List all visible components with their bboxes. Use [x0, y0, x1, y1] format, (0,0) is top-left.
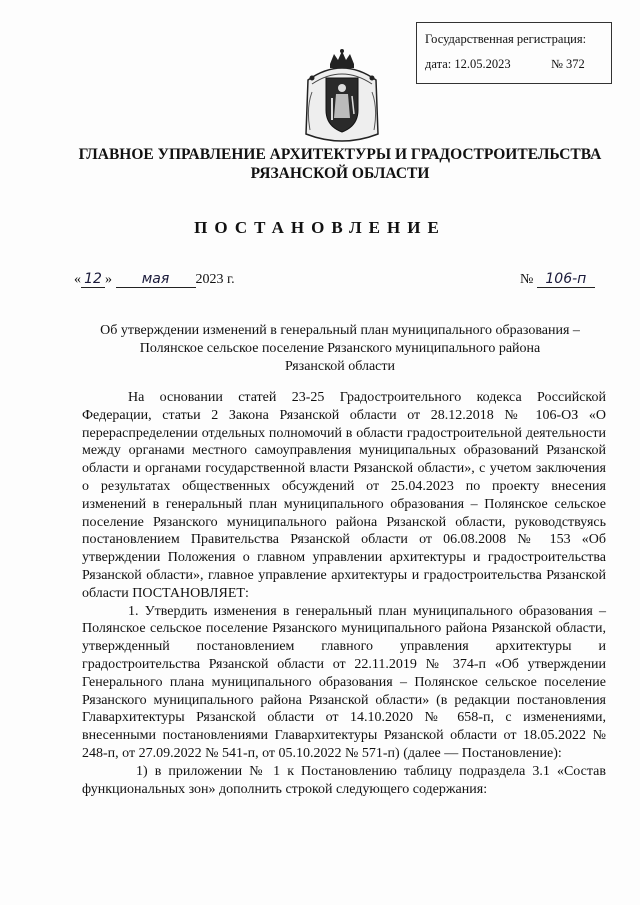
date-day: 12 — [81, 271, 105, 288]
registration-number: № 372 — [551, 57, 585, 71]
paragraph-subitem-1: 1) в приложении № 1 к Постановлению таблицу подраздела 3.1 «Состав функциональных зон» дополнить строкой следующего содержания: — [82, 763, 606, 797]
document-subject — [60, 322, 620, 376]
document-body — [82, 389, 606, 798]
date-close-quote: » — [105, 272, 112, 287]
date-month: мая — [116, 271, 196, 288]
subject-line-2: Полянское сельское поселение Рязанского муниципального района — [139, 341, 541, 356]
organization-line-2: РЯЗАНСКОЙ ОБЛАСТИ — [250, 165, 430, 182]
paragraph-item-1: 1. Утвердить изменения в генеральный план муниципального образования – Полянское сельское поселение Рязанского муниципального района Рязанской области, утвержденный постановлением главного управления архитектуры и градостроительства Рязанской области от 22.11.2019 № 374-п «Об утверждении Генерального плана муниципального образования – Полянское сельское поселение Рязанского муниципального района Рязанской области» (в редакции постановления Главархитектуры Рязанской области от 14.10.2020 № 658-п, с изменениями, внесенными постановлениями Главархитектуры Рязанской области от 18.05.2022 № 248-п, от 27.09.2022 № 541-п, от 05.10.2022 № 571-п) (далее — Постановление): — [82, 603, 606, 761]
document-number — [520, 271, 595, 288]
paragraph-preamble: На основании статей 23-25 Градостроительного кодекса Российской Федерации, статьи 2 Закона Рязанской области от 28.12.2018 № 106-ОЗ «О перераспределении отдельных полномочий в области градостроительной деятельности между органами местного самоуправления муниципальных образований Рязанской области и органами государственной власти Рязанской области», с учетом заключения о результатах общественных обсуждений от 25.04.2023 по проекту внесения изменений в генеральный план муниципального образования – Полянское сельское поселение Рязанского муниципального района Рязанской области, руководствуясь постановлением Правительства Рязанской области от 06.08.2008 № 153 «Об утверждении Положения о главном управлении архитектуры и градостроительства Рязанской области», главное управление архитектуры и градостроительства Рязанской области ПОСТАНОВЛЯЕТ: — [82, 390, 606, 601]
ryazan-coat-of-arms-icon — [298, 48, 386, 148]
date-open-quote: « — [74, 272, 81, 287]
organization-line-1: ГЛАВНОЕ УПРАВЛЕНИЕ АРХИТЕКТУРЫ И ГРАДОСТРОИТЕЛЬСТВА — [78, 146, 602, 163]
number-prefix: № — [520, 272, 534, 287]
subject-line-1: Об утверждении изменений в генеральный план муниципального образования – — [100, 323, 580, 338]
document-type-heading: ПОСТАНОВЛЕНИЕ — [194, 218, 446, 237]
registration-title: Государственная регистрация: — [425, 32, 587, 46]
number-value: 106-п — [537, 271, 595, 288]
document-date — [74, 271, 235, 288]
organization-name — [40, 145, 640, 183]
registration-date: дата: 12.05.2023 — [425, 57, 511, 71]
date-year: 2023 г. — [195, 272, 235, 287]
registration-stamp — [416, 22, 612, 84]
subject-line-3: Рязанской области — [284, 359, 396, 374]
